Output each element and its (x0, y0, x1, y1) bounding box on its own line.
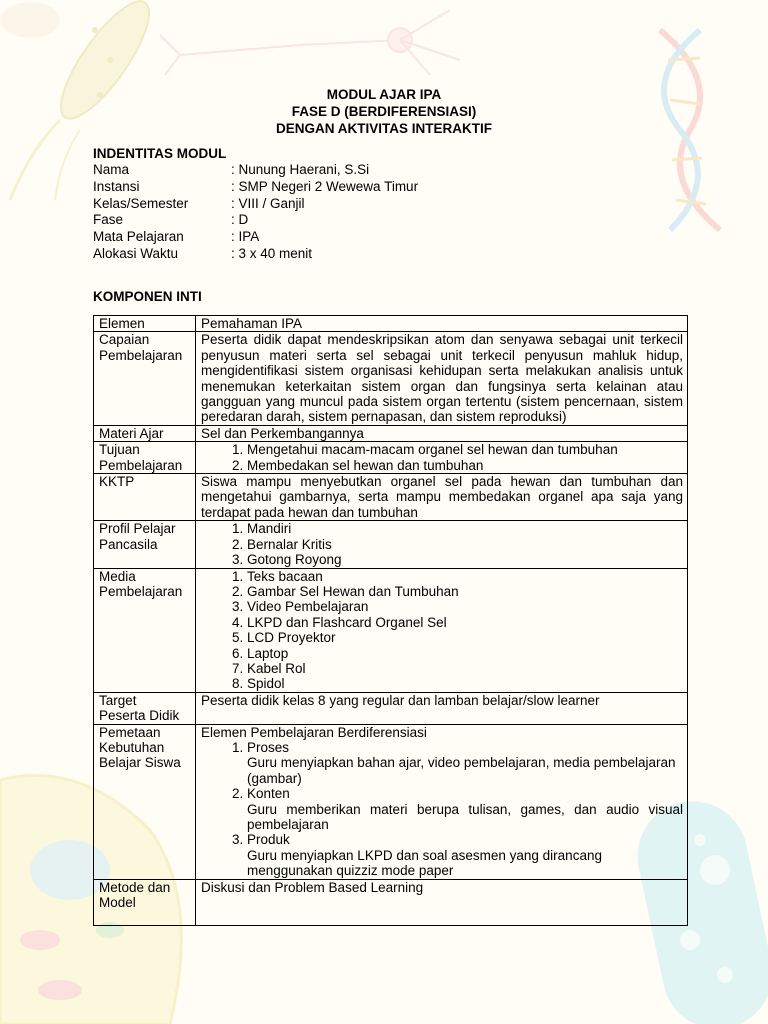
row-label-line: Media (99, 568, 136, 584)
identitas-value: : 3 x 40 menit (231, 245, 313, 261)
row-value: Peserta didik kelas 8 yang regular dan lamban belajar/slow learner (196, 692, 688, 724)
table-row-media (94, 568, 688, 692)
row-label-line: Metode dan (99, 879, 171, 895)
identitas-label: Fase (93, 212, 124, 228)
row-label: KKTP (94, 474, 196, 521)
identitas-list (93, 162, 418, 263)
table-row-target (94, 692, 688, 724)
row-label-line: Pembelajaran (99, 583, 183, 599)
table-row-kktp (94, 474, 688, 521)
title-line-1: MODUL AJAR IPA (326, 87, 442, 102)
table-row-tujuan (94, 442, 688, 474)
row-label-line: Pancasila (99, 536, 158, 552)
list-item: 1. Proses (247, 740, 683, 755)
row-label-line: Pembelajaran (99, 347, 183, 363)
row-label (94, 724, 196, 879)
list-item: 2. Gambar Sel Hewan dan Tumbuhan (247, 584, 683, 599)
row-label-line: Belajar Siswa (99, 755, 181, 771)
row-value (196, 568, 688, 692)
row-value (196, 521, 688, 568)
row-label-line: Tujuan (99, 442, 140, 458)
row-label-line: Profil Pelajar (99, 521, 176, 537)
identitas-value: : Nunung Haerani, S.Si (231, 162, 370, 177)
list-item: 3. Gotong Royong (247, 552, 683, 567)
row-value: Diskusi dan Problem Based Learning (196, 879, 688, 925)
row-label-line: Kebutuhan (99, 739, 165, 755)
pemetaan-konten-desc: Guru memberikan materi berupa tulisan, games, dan audio visual pembelajaran (247, 801, 683, 832)
row-label (94, 442, 196, 474)
row-value: Pemahaman IPA (196, 316, 688, 332)
identitas-value: : VIII / Ganjil (231, 195, 305, 211)
identitas-row-mapel (93, 229, 418, 246)
row-label-line: Target (99, 692, 137, 708)
row-label (94, 879, 196, 925)
list-item: 1. Teks bacaan (247, 569, 683, 584)
identitas-heading: INDENTITAS MODUL (93, 146, 227, 161)
row-label-line: Model (99, 895, 136, 911)
list-item: 1. Mandiri (247, 521, 683, 536)
identitas-row-alokasi (93, 246, 418, 263)
table-row-metode (94, 879, 688, 925)
list-item: 1. Mengetahui macam-macam organel sel hewan dan tumbuhan (247, 442, 683, 457)
tujuan-list (201, 442, 683, 473)
media-list (201, 569, 683, 692)
table-row-elemen (94, 316, 688, 332)
row-label (94, 568, 196, 692)
row-label (94, 692, 196, 724)
row-label-line: Pemetaan (99, 724, 161, 740)
row-value: Siswa mampu menyebutkan organel sel pada hewan dan tumbuhan dan mengetahui gambarnya, serta mampu membedakan organel apa saja yang terdapat pada hewan dan tumbuhan (196, 474, 688, 521)
row-label-line: Capaian (99, 332, 150, 348)
row-value: Peserta didik dapat mendeskripsikan atom dan senyawa sebagai unit terkecil penyusun materi serta sel sebagai unit terkecil penyusun mahluk hidup, mengidentifikasi sistem organisasi kehidupan serta melakukan analisis untuk menemukan keterkaitan sistem organ dan fungsinya serta kelainan atau gangguan yang muncul pada sistem organ tertentu (sistem pencernaan, sistem peredaran darah, sistem pernapasan, dan sistem reproduksi) (196, 332, 688, 425)
row-label: Elemen (94, 316, 196, 332)
identitas-label: Instansi (93, 178, 140, 194)
table-row-materi (94, 425, 688, 441)
list-item: 3. Produk (247, 832, 683, 847)
row-label (94, 332, 196, 425)
komponen-heading: KOMPONEN INTI (93, 289, 202, 304)
row-label-line: Pembelajaran (99, 457, 183, 473)
row-label (94, 521, 196, 568)
identitas-value: : IPA (231, 229, 260, 245)
table-row-profil (94, 521, 688, 568)
pemetaan-produk-desc: Guru menyiapkan LKPD dan soal asesmen yang dirancang menggunakan quizziz mode paper (247, 847, 602, 879)
identitas-label: Alokasi Waktu (93, 245, 179, 261)
row-value: Sel dan Perkembangannya (196, 425, 688, 441)
title-line-2: FASE D (BERDIFERENSIASI) (291, 104, 477, 119)
row-value (196, 442, 688, 474)
pemetaan-proses-desc: Guru menyiapkan bahan ajar, video pembelajaran, media pembelajaran (gambar) (247, 755, 676, 786)
list-item: 3. Video Pembelajaran (247, 599, 683, 614)
identitas-label: Kelas/Semester (93, 195, 189, 211)
row-value (196, 724, 688, 879)
identitas-label: Mata Pelajaran (93, 229, 184, 245)
list-item: 2. Membedakan sel hewan dan tumbuhan (247, 458, 683, 473)
list-item: 6. Laptop (247, 646, 683, 661)
row-label-line: Peserta Didik (99, 708, 180, 724)
identitas-value: : SMP Negeri 2 Wewewa Timur (231, 178, 419, 194)
identitas-row-nama (93, 162, 418, 179)
pemetaan-intro: Elemen Pembelajaran Berdiferensiasi (201, 724, 427, 740)
table-row-pemetaan (94, 724, 688, 879)
pemetaan-list-1 (201, 740, 683, 755)
identitas-row-kelas (93, 196, 418, 213)
pemetaan-list-2 (201, 786, 683, 801)
table-row-capaian (94, 332, 688, 425)
list-item: 2. Bernalar Kritis (247, 537, 683, 552)
komponen-table (93, 315, 688, 926)
list-item: 7. Kabel Rol (247, 661, 683, 676)
list-item: 8. Spidol (247, 676, 683, 691)
pemetaan-list-3 (201, 832, 683, 847)
identitas-row-fase (93, 212, 418, 229)
list-item: 5. LCD Proyektor (247, 630, 683, 645)
identitas-row-instansi (93, 179, 418, 196)
list-item: 2. Konten (247, 786, 683, 801)
list-item: 4. LKPD dan Flashcard Organel Sel (247, 615, 683, 630)
row-label: Materi Ajar (94, 425, 196, 441)
identitas-label: Nama (93, 162, 130, 177)
profil-list (201, 521, 683, 567)
title-line-3: DENGAN AKTIVITAS INTERAKTIF (276, 121, 492, 136)
identitas-value: : D (231, 212, 249, 228)
